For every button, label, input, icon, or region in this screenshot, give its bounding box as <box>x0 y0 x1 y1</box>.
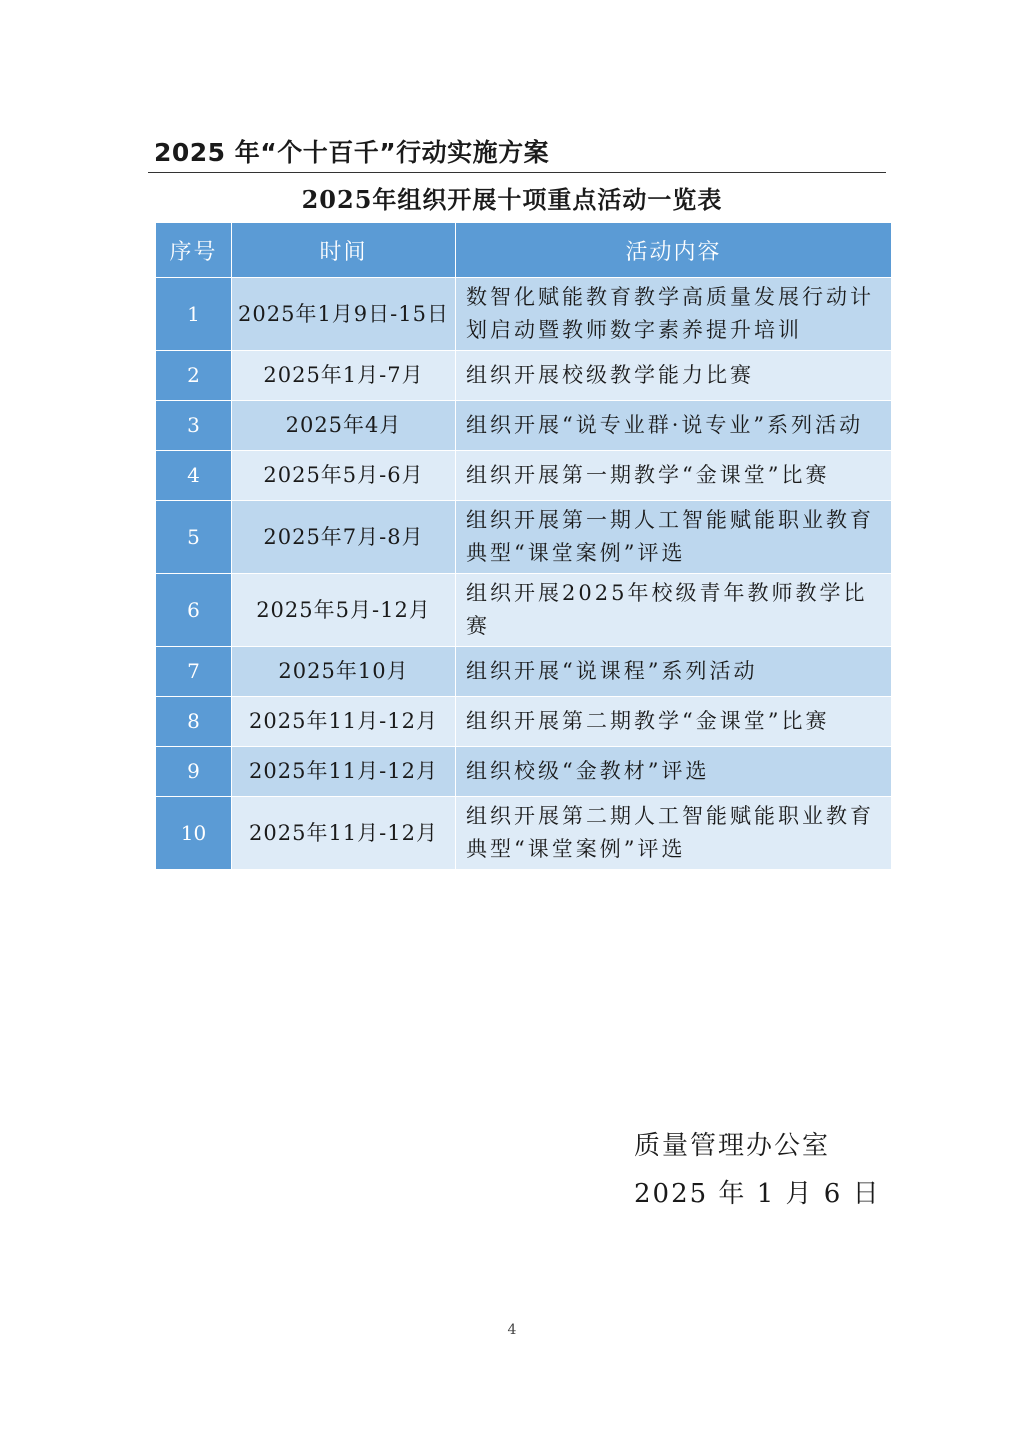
row-activity: 组织开展“说专业群·说专业”系列活动 <box>456 401 892 451</box>
table-row <box>156 574 892 647</box>
row-activity: 组织开展2025年校级青年教师教学比赛 <box>456 574 892 647</box>
signoff-block <box>634 1122 881 1218</box>
activities-table <box>155 222 892 870</box>
table-header-row <box>156 223 892 278</box>
row-time: 2025年5月-12月 <box>232 574 456 647</box>
table-row <box>156 451 892 501</box>
row-number: 10 <box>156 797 232 870</box>
table-row <box>156 351 892 401</box>
row-number: 5 <box>156 501 232 574</box>
row-activity: 组织开展第一期人工智能赋能职业教育典型“课堂案例”评选 <box>456 501 892 574</box>
issue-date: 2025 年 1 月 6 日 <box>634 1179 881 1209</box>
row-time: 2025年5月-6月 <box>232 451 456 501</box>
row-activity: 数智化赋能教育教学高质量发展行动计划启动暨教师数字素养提升培训 <box>456 278 892 351</box>
header-activity: 活动内容 <box>456 223 892 278</box>
row-time: 2025年1月9日-15日 <box>232 278 456 351</box>
row-activity: 组织开展“说课程”系列活动 <box>456 647 892 697</box>
row-number: 9 <box>156 747 232 797</box>
row-number: 8 <box>156 697 232 747</box>
table-row <box>156 278 892 351</box>
row-activity: 组织校级“金教材”评选 <box>456 747 892 797</box>
table-row <box>156 797 892 870</box>
header-time: 时间 <box>232 223 456 278</box>
table-row <box>156 747 892 797</box>
table-row <box>156 647 892 697</box>
row-time: 2025年1月-7月 <box>232 351 456 401</box>
row-number: 7 <box>156 647 232 697</box>
row-number: 4 <box>156 451 232 501</box>
row-time: 2025年11月-12月 <box>232 747 456 797</box>
table-title: 2025年组织开展十项重点活动一览表 <box>301 185 723 214</box>
row-time: 2025年7月-8月 <box>232 501 456 574</box>
row-time: 2025年11月-12月 <box>232 697 456 747</box>
table-row <box>156 501 892 574</box>
row-activity: 组织开展第一期教学“金课堂”比赛 <box>456 451 892 501</box>
row-activity: 组织开展校级教学能力比赛 <box>456 351 892 401</box>
header-no: 序号 <box>156 223 232 278</box>
page-number: 4 <box>507 1322 517 1338</box>
table-row <box>156 401 892 451</box>
row-number: 1 <box>156 278 232 351</box>
row-time: 2025年11月-12月 <box>232 797 456 870</box>
table-row <box>156 697 892 747</box>
row-time: 2025年4月 <box>232 401 456 451</box>
row-number: 3 <box>156 401 232 451</box>
issuing-office: 质量管理办公室 <box>634 1131 831 1161</box>
row-activity: 组织开展第二期教学“金课堂”比赛 <box>456 697 892 747</box>
row-time: 2025年10月 <box>232 647 456 697</box>
document-title: 2025 年“个十百千”行动实施方案 <box>154 138 550 167</box>
row-activity: 组织开展第二期人工智能赋能职业教育典型“课堂案例”评选 <box>456 797 892 870</box>
document-header <box>148 138 886 173</box>
row-number: 6 <box>156 574 232 647</box>
row-number: 2 <box>156 351 232 401</box>
